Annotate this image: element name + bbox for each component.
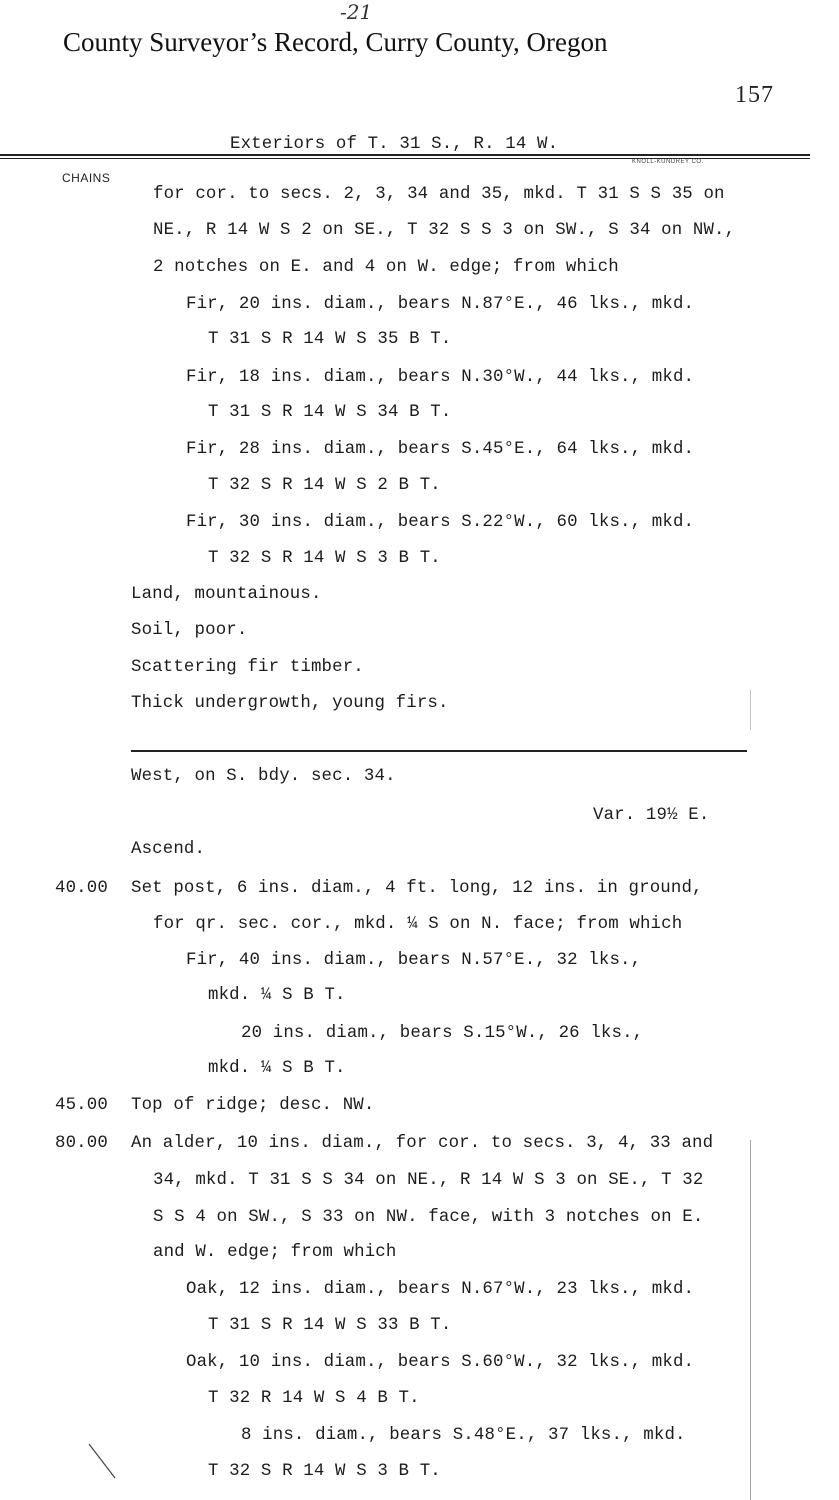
section-title: Exteriors of T. 31 S., R. 14 W. xyxy=(230,135,559,154)
record-line: An alder, 10 ins. diam., for cor. to secs. 3, 4, 33 and xyxy=(131,1134,714,1153)
record-line: 20 ins. diam., bears S.15°W., 26 lks., xyxy=(241,1024,644,1043)
printer-mark: KNOLL-KUNDREY CO. xyxy=(632,159,704,165)
record-line: Fir, 20 ins. diam., bears N.87°E., 46 lks., mkd. xyxy=(186,295,695,314)
record-line: and W. edge; from which xyxy=(153,1243,397,1262)
record-line: T 32 R 14 W S 4 B T. xyxy=(208,1389,420,1408)
record-line: West, on S. bdy. sec. 34. xyxy=(131,767,396,786)
record-line: 2 notches on E. and 4 on W. edge; from which xyxy=(153,258,619,277)
record-line: T 32 S R 14 W S 3 B T. xyxy=(208,1462,441,1481)
record-line: for qr. sec. cor., mkd. ¼ S on N. face; from which xyxy=(153,915,683,934)
page-title: County Surveyor’s Record, Curry County, Oregon xyxy=(63,27,608,57)
record-line: Var. 19½ E. xyxy=(593,806,710,825)
record-line: Soil, poor. xyxy=(131,621,248,640)
record-line: S S 4 on SW., S 33 on NW. face, with 3 notches on E. xyxy=(153,1208,704,1227)
record-line: Thick undergrowth, young firs. xyxy=(131,694,449,713)
chain-value: 80.00 xyxy=(55,1134,108,1153)
record-line: T 32 S R 14 W S 3 B T. xyxy=(208,549,441,568)
record-line: Fir, 28 ins. diam., bears S.45°E., 64 lks., mkd. xyxy=(186,440,695,459)
record-line: for cor. to secs. 2, 3, 34 and 35, mkd. T 31 S S 35 on xyxy=(153,185,725,204)
record-line: Scattering fir timber. xyxy=(131,658,364,677)
record-line: Oak, 10 ins. diam., bears S.60°W., 32 lks., mkd. xyxy=(186,1353,695,1372)
record-line: Fir, 30 ins. diam., bears S.22°W., 60 lks., mkd. xyxy=(186,513,695,532)
record-line: T 32 S R 14 W S 2 B T. xyxy=(208,476,441,495)
page-number: 157 xyxy=(735,82,774,108)
record-line: Oak, 12 ins. diam., bears N.67°W., 23 lks., mkd. xyxy=(186,1280,695,1299)
handwritten-note: -21 xyxy=(340,0,373,24)
header-rule-top xyxy=(0,154,810,156)
record-line: 8 ins. diam., bears S.48°E., 37 lks., mkd. xyxy=(241,1426,686,1445)
record-line: NE., R 14 W S 2 on SE., T 32 S S 3 on SW., S 34 on NW., xyxy=(153,221,736,240)
record-line: Fir, 18 ins. diam., bears N.30°W., 44 lks., mkd. xyxy=(186,368,695,387)
chains-column-label: CHAINS xyxy=(62,171,111,185)
pen-stroke-mark xyxy=(85,1440,125,1485)
record-line: T 31 S R 14 W S 35 B T. xyxy=(208,330,452,349)
margin-line-fragment xyxy=(750,690,751,730)
chain-value: 40.00 xyxy=(55,879,108,898)
chain-value: 45.00 xyxy=(55,1096,108,1115)
record-line: mkd. ¼ S B T. xyxy=(208,1059,346,1078)
margin-line xyxy=(750,1140,751,1500)
record-line: T 31 S R 14 W S 33 B T. xyxy=(208,1316,452,1335)
record-line: Fir, 40 ins. diam., bears N.57°E., 32 lks., xyxy=(186,951,642,970)
record-line: Top of ridge; desc. NW. xyxy=(131,1096,375,1115)
record-line: Land, mountainous. xyxy=(131,585,322,604)
section-divider xyxy=(131,750,747,752)
record-line: 34, mkd. T 31 S S 34 on NE., R 14 W S 3 on SE., T 32 xyxy=(153,1171,704,1190)
record-line: Ascend. xyxy=(131,840,206,859)
record-line: Set post, 6 ins. diam., 4 ft. long, 12 ins. in ground, xyxy=(131,879,703,898)
record-line: mkd. ¼ S B T. xyxy=(208,986,346,1005)
record-line: T 31 S R 14 W S 34 B T. xyxy=(208,403,452,422)
